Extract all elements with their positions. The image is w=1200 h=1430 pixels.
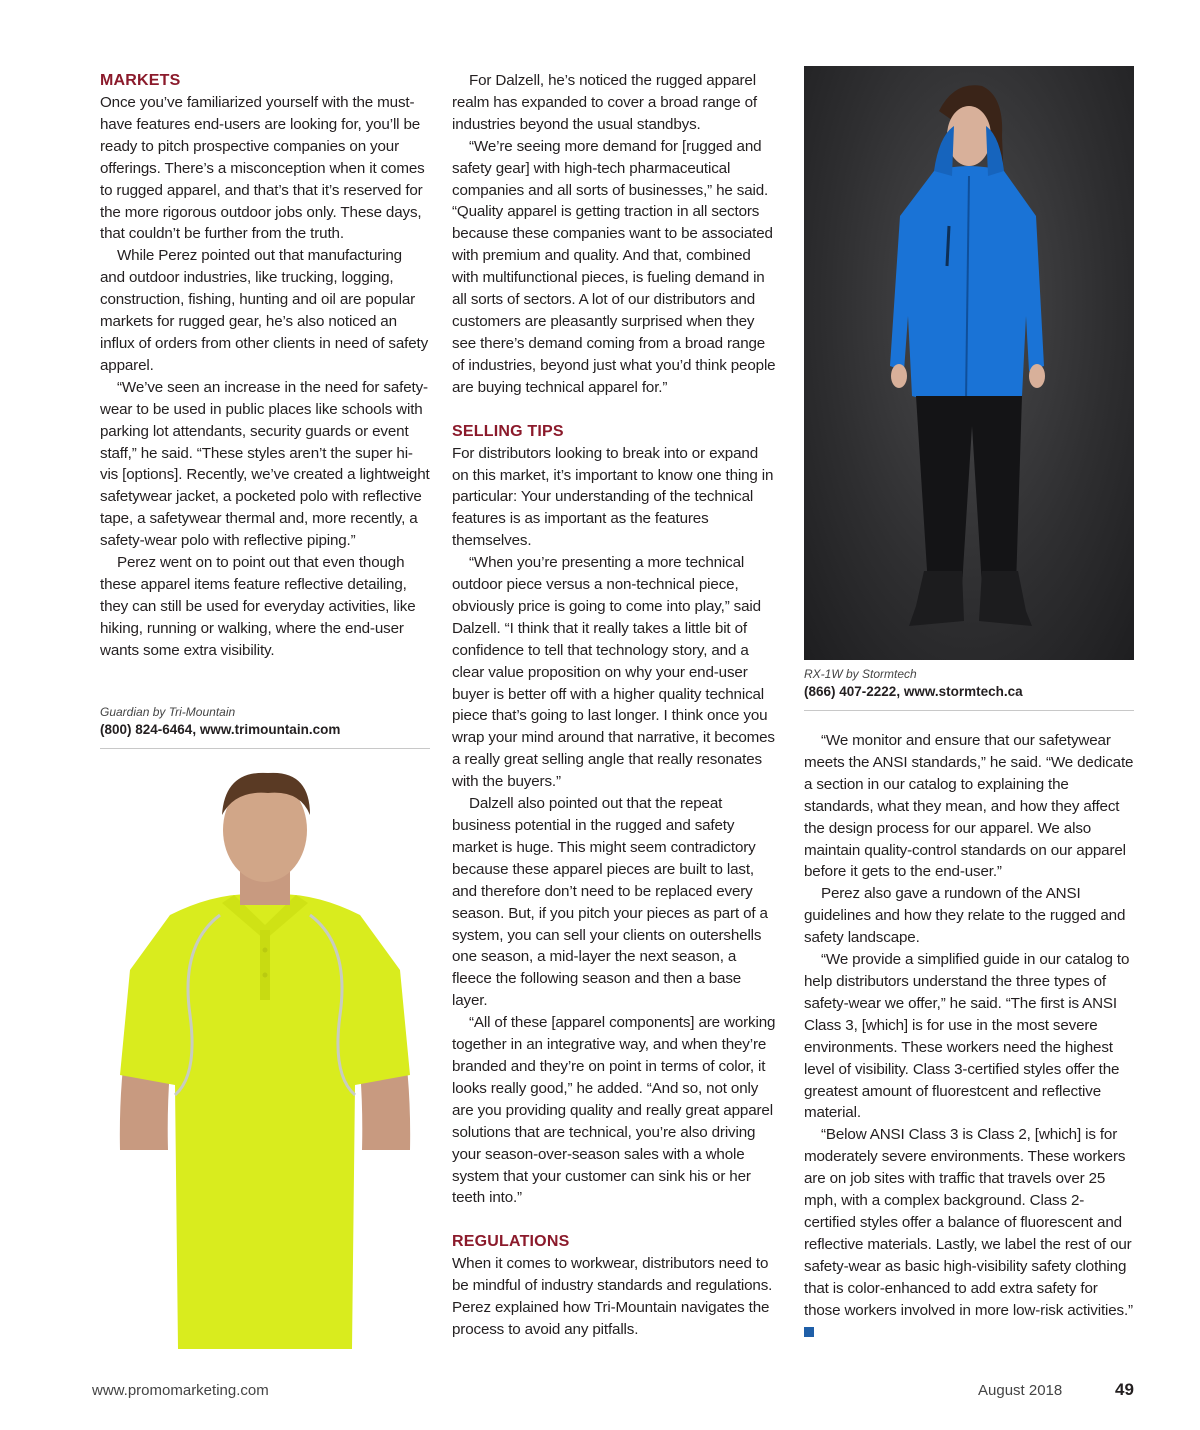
column-middle (452, 70, 778, 1341)
product-photo-jacket (804, 66, 1134, 660)
paragraph: While Perez pointed out that manufacturing and outdoor industries, like trucking, logging, construction, fishing, hunting and oil are popular markets for rugged gear, he’s also noticed an influx of orders from other clients in need of safety apparel. (100, 247, 429, 374)
paragraph-text: “Below ANSI Class 3 is Class 2, [which] is for moderately severe environments. These workers are on job sites with traffic that travels over 25 mph, with a complex background. Class 2-certified styles offer a balance of fluorescent and reflective materials. Lastly, we label the rest of our safety-wear as basic high-visibility safety clothing that is color-enhanced to add extra safety for those workers involved in more low-risk activities.” (804, 1126, 1133, 1319)
section-heading-regulations: REGULATIONS (452, 1233, 570, 1251)
product-name: RX-1W by Stormtech (804, 667, 917, 681)
paragraph: “All of these [apparel components] are working together in an integrative way, and when they’re branded and they’re on point in terms of color, it looks really good,” he added. “And so, not only are you providing quality and really great apparel solutions that are technical, you’re also driving your season-over-season sales with a whole system that your customer can sink his or her teeth into.” (452, 1014, 776, 1207)
divider (804, 710, 1134, 711)
product-contact: (800) 824-6464, www.trimountain.com (100, 722, 341, 737)
end-mark-icon: pm (804, 1327, 814, 1337)
paragraph: “We’ve seen an increase in the need for safety-wear to be used in public places like schools with parking lot attendants, security guards or event staff,” he said. “These styles aren’t the super hi-vis [options]. Recently, we’ve created a lightweight safetywear jacket, a pocketed polo with reflective tape, a safetywear thermal and, more recently, a safety-wear polo with reflective piping.” (100, 378, 430, 550)
paragraph: “When you’re presenting a more technical outdoor piece versus a non-technical piece, obviously price is going to come into play,” said Dalzell. “I think that it really takes a little bit of confidence to tell that technology story, and a clear value proposition on why your end-user buyer is better off with a higher quality technical piece that’s going to last longer. I think once you wrap your mind around that narrative, it becomes a really great selling angle that really resonates with the buyers.” (452, 554, 775, 791)
paragraph: Perez also gave a rundown of the ANSI guidelines and how they relate to the rugged and safety landscape. (804, 885, 1126, 947)
paragraph: When it comes to workwear, distributors need to be mindful of industry standards and regulations. Perez explained how Tri-Mountain navigates the process to avoid any pitfalls. (452, 1255, 773, 1339)
section-heading-markets: MARKETS (100, 72, 181, 89)
paragraph: Perez went on to point out that even though these apparel items feature reflective detailing, they can still be used for everyday activities, like hiking, running or walking, where the end-user wants some extra visibility. (100, 554, 416, 659)
product-contact: (866) 407-2222, www.stormtech.ca (804, 684, 1023, 699)
footer-date: August 2018 (978, 1382, 1063, 1399)
footer-website: www.promomarketing.com (92, 1382, 269, 1399)
jacket-model-illustration (804, 66, 1134, 660)
column-right (804, 730, 1134, 1343)
divider (100, 748, 430, 749)
paragraph (804, 1124, 1134, 1343)
paragraph: “We’re seeing more demand for [rugged and safety gear] with high-tech pharmaceutical companies and all sorts of businesses,” he said. “Quality apparel is getting traction in all sectors because these companies want to be associated with premium and quality. And that, combined with multifunctional pieces, is fueling demand in all sorts of sectors. A lot of our distributors and customers are pleasantly surprised when they see there’s demand coming from a broad range of industries, beyond just what you’d think people are buying technical apparel for.” (452, 137, 776, 396)
page-number: 49 (1115, 1380, 1134, 1399)
column-left (100, 70, 430, 662)
photo-caption-right (804, 666, 1134, 711)
product-name: Guardian by Tri-Mountain (100, 705, 236, 719)
paragraph: “We monitor and ensure that our safetywear meets the ANSI standards,” he said. “We dedicate a section in our catalog to explaining the standards, what they mean, and how they affect the design process for our apparel. We also maintain quality-control standards on our apparel before it gets to the end-user.” (804, 732, 1134, 881)
polo-model-illustration (100, 755, 430, 1349)
paragraph: For distributors looking to break into or expand on this market, it’s important to know one thing in particular: Your understanding of the technical features is as important as the features themselves. (452, 444, 774, 550)
photo-caption-left (100, 704, 430, 749)
paragraph: “We provide a simplified guide in our catalog to help distributors understand the three types of safety-wear we offer,” he said. “The first is ANSI Class 3, [which] is for use in the most severe environments. These workers need the highest level of visibility. Class 3-certified styles offer the greatest amount of fluorestcent and reflective material. (804, 951, 1130, 1122)
paragraph: For Dalzell, he’s noticed the rugged apparel realm has expanded to cover a broad range of industries beyond the usual standbys. (452, 72, 757, 133)
paragraph: Dalzell also pointed out that the repeat business potential in the rugged and safety market is huge. This might seem contradictory because these apparel pieces are built to last, and therefore don’t need to be replaced every season. But, if you pitch your pieces as part of a system, you can sell your clients on outershells one season, a mid-layer the next season, a fleece the following season and then a base layer. (452, 795, 768, 1010)
paragraph: Once you’ve familiarized yourself with the must-have features end-users are looking for, you’ll be ready to pitch prospective companies on your offerings. There’s a misconception when it comes to rugged apparel, and that’s that it’s reserved for the more rigorous outdoor jobs only. These days, that couldn’t be further from the truth. (100, 94, 425, 243)
section-heading-selling-tips: SELLING TIPS (452, 422, 564, 440)
product-photo-polo (100, 755, 430, 1349)
